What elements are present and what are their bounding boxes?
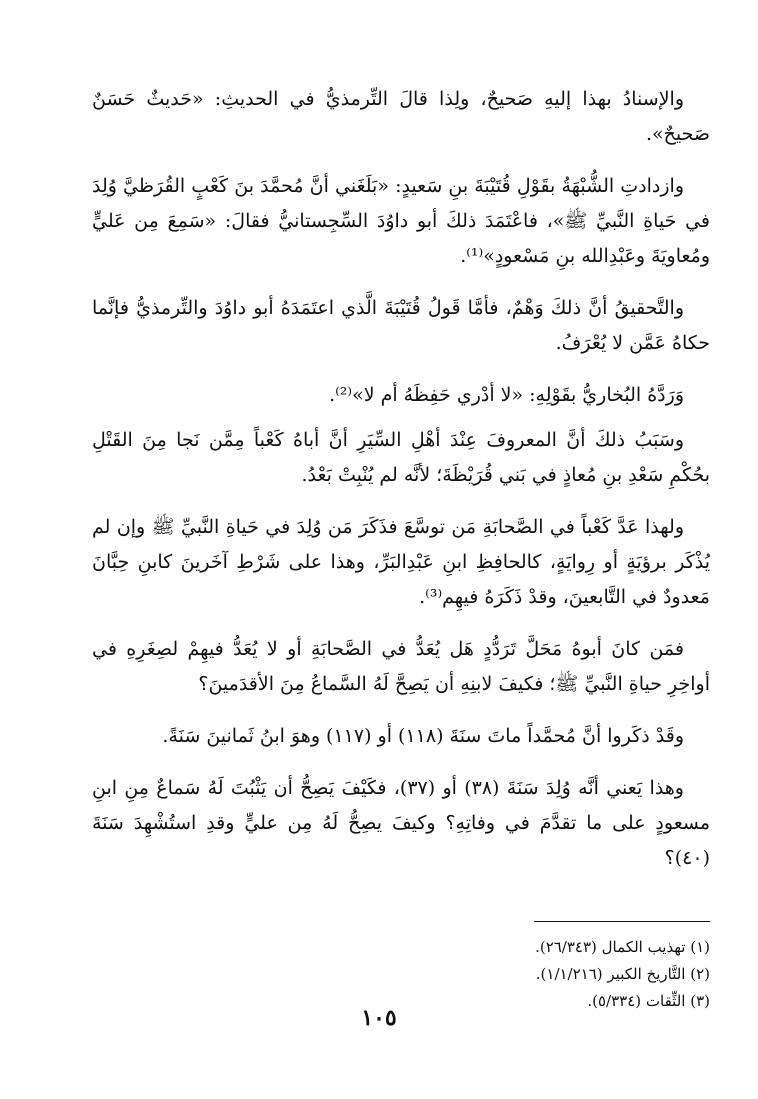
paragraph-7: فمَن كانَ أبوهُ مَحَلَّ تَرَدُّدٍ هَل يُعَدُّ في الصَّحابَةِ أو لا يُعَدُّ فيهِمْ لصِغَرِهِ في أواخِرِ حياةِ النَّبيِّ ﷺ؛ فكيفَ لابنِهِ أن يَصِحَّ لَهُ السَّماعُ مِنَ الأقدَمينَ؟ <box>92 638 710 695</box>
footnote-1: (١) تهذيب الكمال (٢٦/٣٤٣). <box>535 938 710 956</box>
footnotes <box>360 934 710 1015</box>
page-number: ١٠٥ <box>361 1005 397 1031</box>
paragraph-3: والتَّحقيقُ أنَّ ذلكَ وَهْمٌ، فأمَّا قَولُ قُتَيْبَةَ الَّذي اعتَمَدَهُ أبو داوُدَ والتِّرمذيُّ فإنَّما حكاهُ عَمَّن لا يُعْرَفُ. <box>92 297 710 354</box>
paragraph-5: وسَبَبُ ذلكَ أنَّ المعروفَ عِنْدَ أهْلِ السِّيَرِ أنَّ أباهُ كَعْباً مِمَّن نَجا مِنَ القَتْلِ بحُكْمِ سَعْدِ بنِ مُعاذٍ في بَني قُرَيْظَةَ؛ لأنَّه لم يُنْبِتْ بَعْدُ. <box>92 429 710 486</box>
paragraph-1: والإسنادُ بهذا إليهِ صَحيحٌ، ولِذا قالَ التِّرمذيُّ في الحديثِ: «حَديثٌ حَسَنٌ صَحيحٌ». <box>92 88 710 145</box>
paragraph-2: وازدادتِ الشُّبْهَةُ بقَوْلِ قُتَيْبَةَ بنِ سَعيدٍ: «بَلَغَني أنَّ مُحمَّدَ بنَ كَعْبٍ القُرَظيَّ وُلِدَ في حَياةِ النَّبيِّ ﷺ»، فاعْتَمَدَ ذلكَ أبو داوُدَ السِّجِستانيُّ فقالَ: «سَمِعَ مِن عَليٍّ ومُعاويَةَ وعَبْدِالله بنِ مَسْعودٍ»⁽¹⁾. <box>92 175 710 267</box>
footnote-2: (٢) التَّاريخ الكبير (١/١/٢١٦). <box>535 965 710 983</box>
paragraph-6: ولهذا عَدَّ كَعْباً في الصَّحابَةِ مَن توسَّعَ فذَكَرَ مَن وُلِدَ في حَياةِ النَّبيِّ ﷺ وإن لم يُذْكَر برؤيَةٍ أو رِوايَةٍ، كالحافِظِ ابنِ عَبْدِالبَرِّ، وهذا على شَرْطِ آخَرينَ كابنِ حِبَّانَ مَعدودٌ في التَّابعينَ، وقدْ ذَكَرَهُ فيهِم⁽³⁾. <box>92 516 710 608</box>
paragraph-9: وهذا يَعني أنَّه وُلِدَ سَنَةَ (٣٨) أو (٣٧)، فكَيْفَ يَصِحُّ أن يَثْبُتَ لَهُ سَماعٌ مِنِ ابنِ مسعودٍ على ما تقدَّمَ في وفاتِهِ؟ وكيفَ يصِحُّ لَهُ مِن عليٍّ وقدِ استُشْهِدَ سَنَةَ (٤٠)؟ <box>92 777 710 869</box>
main-text <box>92 82 710 893</box>
paragraph-4: وَرَدَّهُ البُخاريُّ بقَوْلِهِ: «لا أدْري حَفِظَهُ أم لا»⁽²⁾. <box>329 384 684 406</box>
paragraph-8: وقَدْ ذكَروا أنَّ مُحمَّداً ماتَ سنَةَ (١١٨) أو (١١٧) وهوَ ابنُ ثَمانينَ سَنَةً. <box>162 725 684 747</box>
footnote-3: (٣) الثِّقات (٥/٣٣٤). <box>587 992 710 1010</box>
footnote-separator <box>534 921 710 922</box>
